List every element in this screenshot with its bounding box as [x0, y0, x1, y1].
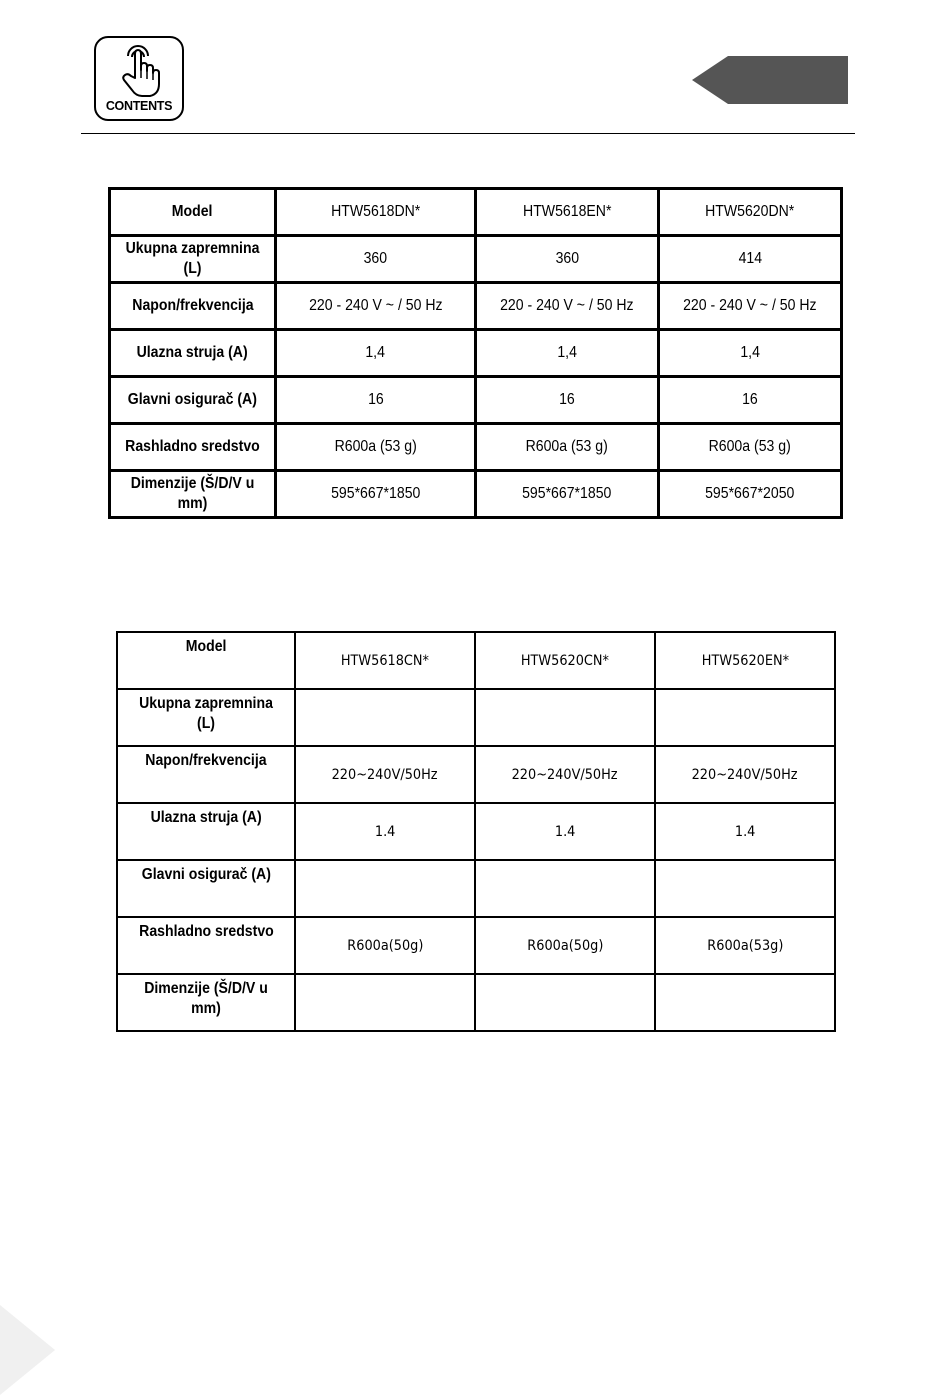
column-header: Model — [117, 632, 295, 689]
table-cell: 360 — [476, 236, 659, 283]
row-label: Ukupna zapremnina (L) — [110, 236, 276, 283]
column-header: HTW5618EN* — [476, 189, 659, 236]
table-row — [117, 803, 835, 860]
column-header: Model — [110, 189, 276, 236]
table-cell: 1,4 — [659, 330, 842, 377]
row-label: Ulazna struja (A) — [117, 803, 295, 860]
table-header-row — [110, 189, 842, 236]
table-row — [117, 746, 835, 803]
table-cell — [655, 974, 835, 1031]
table-cell: 595*667*2050 — [659, 471, 842, 518]
row-label: Dimenzije (Š/D/V u mm) — [117, 974, 295, 1031]
table-row — [110, 377, 842, 424]
table-cell: 1.4 — [475, 803, 655, 860]
table-cell: 220 - 240 V ~ / 50 Hz — [476, 283, 659, 330]
table-cell: 220~240V/50Hz — [475, 746, 655, 803]
table-cell: R600a(53g) — [655, 917, 835, 974]
table-cell: 16 — [476, 377, 659, 424]
table-cell: 595*667*1850 — [476, 471, 659, 518]
table-cell: R600a (53 g) — [276, 424, 476, 471]
table-cell — [295, 689, 475, 746]
table-row — [117, 974, 835, 1031]
table-header-row — [117, 632, 835, 689]
column-header: HTW5620CN* — [475, 632, 655, 689]
table-cell: 220~240V/50Hz — [295, 746, 475, 803]
table-cell — [295, 974, 475, 1031]
spec-table-1 — [108, 187, 843, 519]
table-cell: 414 — [659, 236, 842, 283]
table-cell: 1,4 — [276, 330, 476, 377]
table-cell — [475, 689, 655, 746]
table-cell: 220 - 240 V ~ / 50 Hz — [659, 283, 842, 330]
row-label: Napon/frekvencija — [110, 283, 276, 330]
table-cell: R600a (53 g) — [659, 424, 842, 471]
row-label: Glavni osigurač (A) — [117, 860, 295, 917]
table-cell: 220~240V/50Hz — [655, 746, 835, 803]
table-row — [110, 471, 842, 518]
table-row — [110, 424, 842, 471]
table-cell: 1.4 — [295, 803, 475, 860]
pointing-hand-icon — [118, 42, 164, 100]
column-header: HTW5620DN* — [659, 189, 842, 236]
row-label: Ulazna struja (A) — [110, 330, 276, 377]
table-cell: 16 — [659, 377, 842, 424]
table-cell: 360 — [276, 236, 476, 283]
table-cell — [655, 860, 835, 917]
column-header: HTW5618DN* — [276, 189, 476, 236]
row-label: Napon/frekvencija — [117, 746, 295, 803]
table-row — [110, 236, 842, 283]
table-cell — [655, 689, 835, 746]
row-label: Dimenzije (Š/D/V u mm) — [110, 471, 276, 518]
table-cell — [475, 974, 655, 1031]
table-cell: 595*667*1850 — [276, 471, 476, 518]
row-label: Glavni osigurač (A) — [110, 377, 276, 424]
column-header: HTW5618CN* — [295, 632, 475, 689]
table-row — [117, 917, 835, 974]
table-cell: R600a (53 g) — [476, 424, 659, 471]
row-label: Rashladno sredstvo — [117, 917, 295, 974]
table-cell: 220 - 240 V ~ / 50 Hz — [276, 283, 476, 330]
table-cell: 16 — [276, 377, 476, 424]
header-divider — [81, 133, 855, 134]
table-row — [110, 283, 842, 330]
back-arrow-icon[interactable] — [692, 56, 848, 104]
page-corner — [0, 1305, 55, 1395]
table-cell: 1.4 — [655, 803, 835, 860]
row-label: Rashladno sredstvo — [110, 424, 276, 471]
contents-button[interactable] — [94, 36, 184, 121]
table-row — [117, 689, 835, 746]
table-cell: R600a(50g) — [475, 917, 655, 974]
table-cell: 1,4 — [476, 330, 659, 377]
contents-label: CONTENTS — [105, 99, 173, 113]
table-row — [117, 860, 835, 917]
table-cell — [295, 860, 475, 917]
column-header: HTW5620EN* — [655, 632, 835, 689]
table-row — [110, 330, 842, 377]
table-cell — [475, 860, 655, 917]
table-cell: R600a(50g) — [295, 917, 475, 974]
spec-table-2 — [116, 631, 836, 1032]
row-label: Ukupna zapremnina (L) — [117, 689, 295, 746]
